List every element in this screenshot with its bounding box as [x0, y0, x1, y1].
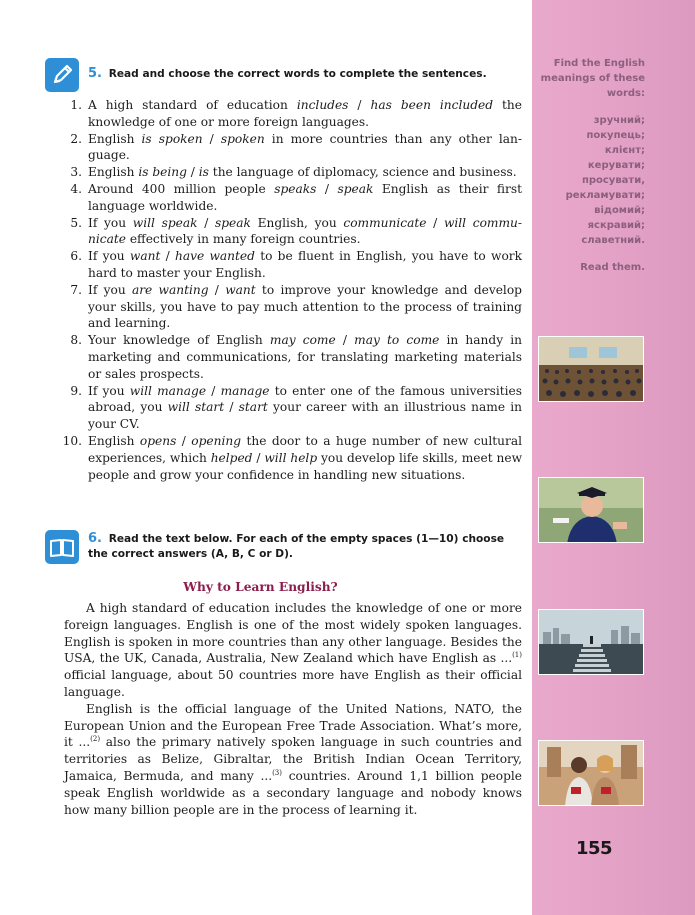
reading-paragraph — [64, 701, 522, 819]
text-fragment: / — [202, 131, 221, 146]
reading-title-text: Why to Learn English? — [183, 580, 338, 594]
text-fragment: you develop life skills, meet new people and grow your confidence in handling new situations. — [88, 450, 523, 482]
text-fragment: English as their first language worldwide. — [88, 181, 522, 213]
students-photo — [538, 740, 644, 806]
answer-option: speak — [215, 215, 251, 230]
task-5-heading — [88, 66, 522, 82]
answer-option: will speak — [132, 215, 198, 230]
text-fragment: / — [252, 450, 265, 465]
answer-option: have wanted — [175, 249, 255, 264]
answer-option: is being — [138, 165, 187, 180]
sentence-number: 10. — [62, 433, 82, 448]
vocabulary-word: славетний. — [581, 235, 645, 246]
text-fragment: A high standard of education includes the knowledge of one or more foreign languages. English is one of the most widely spoken languages. English is spoken in more countries than any other language. Besides the USA, the UK, Canada, Australia, New Zealand which have English as ... — [64, 601, 522, 666]
task-6-heading — [88, 531, 522, 562]
gap-number: (3) — [272, 768, 282, 777]
text-fragment: / — [224, 400, 239, 415]
sentence-number: 8. — [70, 333, 82, 348]
answer-option: are wanting — [131, 282, 209, 297]
text-fragment: If you — [88, 249, 130, 264]
text-fragment: If you — [88, 383, 130, 398]
text-fragment: the knowledge of one or more foreign languages. — [88, 98, 522, 129]
text-fragment: to improve your knowledge and develop your skills, you have to pay much attention to the process of training and learning. — [88, 282, 522, 331]
vocabulary-read-instruction: Read them. — [580, 262, 645, 273]
answer-option: will help — [264, 450, 318, 465]
text-fragment: the language of diplomacy, science and business. — [208, 165, 517, 180]
page-number: 155 — [576, 838, 613, 859]
text-fragment: English — [88, 165, 139, 180]
answer-option: want — [225, 282, 256, 297]
task-5-instruction: Read and choose the correct words to complete the sentences. — [108, 68, 487, 80]
answer-option: speaks — [274, 181, 317, 196]
answer-option: speak — [337, 181, 374, 196]
answer-option: may to come — [354, 333, 440, 348]
text-fragment: / — [160, 249, 175, 264]
answer-option: is — [198, 165, 209, 180]
text-fragment: in more countries than any other language. — [88, 131, 523, 163]
sentence-number: 3. — [70, 165, 82, 180]
text-fragment: A high standard of education — [88, 98, 297, 112]
text-fragment: / — [335, 333, 355, 348]
book-icon — [45, 530, 79, 564]
text-fragment: / — [348, 98, 371, 112]
answer-option: may come — [269, 333, 336, 348]
text-fragment: / — [206, 383, 221, 398]
text-fragment: / — [197, 215, 215, 230]
answer-option: manage — [220, 383, 270, 398]
gap-number: (1) — [512, 651, 522, 660]
text-fragment: countries. Around 1,1 billion people speak English worldwide as a secondary language and nobody knows how many billion people are in the process of learning it. — [64, 768, 522, 817]
answer-option: helped — [210, 450, 253, 465]
task-5-number: 5. — [88, 66, 102, 81]
answer-option: has been included — [370, 98, 494, 112]
vocabulary-word: відомий; — [594, 205, 645, 216]
text-fragment: official language, about 50 countries more have English as their official language. — [64, 668, 522, 699]
answer-option: includes — [296, 98, 349, 112]
answer-option: will communicate — [88, 215, 522, 247]
task-6-number: 6. — [88, 531, 102, 546]
answer-option: want — [129, 249, 161, 264]
vocabulary-word: клієнт; — [604, 145, 645, 156]
text-fragment: English — [88, 433, 140, 448]
answer-option: start — [238, 400, 268, 415]
text-fragment: Your knowledge of English — [88, 333, 270, 348]
vocabulary-word: зручний; — [593, 115, 645, 126]
sentence-item — [58, 215, 522, 249]
sentence-item — [58, 181, 522, 215]
vocabulary-word: керувати; — [587, 160, 645, 171]
task-6-instruction: Read the text below. For each of the empty spaces (1—10) choose the correct answers (A, B, C or D). — [88, 533, 505, 560]
answer-option: communicate — [343, 215, 427, 230]
sentence-number: 9. — [70, 383, 82, 398]
sentence-number: 2. — [70, 131, 82, 146]
answer-option: is spoken — [141, 131, 203, 146]
sentence-number: 5. — [70, 215, 82, 230]
text-fragment: effectively in many foreign countries. — [125, 232, 361, 247]
vocabulary-words — [525, 113, 645, 248]
text-fragment: Around 400 million people — [88, 181, 275, 196]
sentence-number: 4. — [70, 181, 82, 196]
text-fragment: to be fluent in English, you have to work hard to master your English. — [88, 249, 523, 280]
text-fragment: English is the official language of the United Nations, NATO, the European Union and the European Free Trade Association. What’s more, it ... — [64, 701, 522, 750]
task-5-sentence-list — [58, 97, 522, 483]
lecture-hall-photo — [538, 336, 644, 402]
answer-option: will manage — [129, 383, 207, 398]
sentence-number: 7. — [70, 282, 82, 297]
sentence-item — [58, 332, 522, 382]
text-fragment: / — [316, 181, 338, 196]
graduate-photo — [538, 477, 644, 543]
text-fragment: If you — [88, 282, 132, 297]
reading-title — [0, 580, 695, 594]
text-fragment: also the primary natively spoken language in such countries and territories as Belize, Gibraltar, the British Indian Ocean Territory, Jamaica, Bermuda, and many ... — [64, 735, 522, 783]
sentence-number: 1. — [70, 98, 82, 112]
vocabulary-prompt: Find the English meanings of these words: — [540, 58, 645, 99]
sentence-item — [58, 131, 522, 165]
vocabulary-word: яскравий; — [587, 220, 645, 231]
reading-text — [64, 600, 522, 818]
pencil-icon — [45, 58, 79, 92]
answer-option: will start — [167, 400, 225, 415]
answer-option: opening — [191, 433, 242, 448]
text-fragment: to enter one of the famous universities abroad, you — [88, 383, 522, 415]
text-fragment: / — [176, 433, 192, 448]
text-fragment: in handy in marketing and communications, for translating marketing materials or sales prospects. — [88, 333, 522, 381]
vocabulary-box — [525, 56, 645, 275]
text-fragment: the door to a huge number of new cultural experiences, which — [88, 433, 523, 465]
stairs-to-city-photo — [538, 609, 644, 675]
sentence-item — [58, 97, 522, 131]
sentence-item — [58, 282, 522, 332]
vocabulary-word: покупець; — [586, 130, 645, 141]
text-fragment: / — [208, 282, 226, 297]
text-fragment: English, you — [250, 215, 344, 230]
text-fragment: English — [88, 131, 142, 146]
text-fragment: your career with an illustrious name in your CV. — [88, 400, 522, 432]
answer-option: spoken — [220, 131, 265, 146]
sentence-number: 6. — [70, 249, 82, 264]
answer-option: opens — [139, 433, 177, 448]
text-fragment: / — [426, 215, 444, 230]
vocabulary-word: рекламувати; — [565, 190, 645, 201]
sentence-item — [58, 164, 522, 181]
sentence-item — [58, 433, 522, 483]
sentence-item — [58, 248, 522, 282]
gap-number: (2) — [90, 735, 101, 744]
text-fragment: If you — [88, 215, 133, 230]
sentence-item — [58, 383, 522, 433]
text-fragment: / — [186, 165, 199, 180]
vocabulary-word: просувати, — [581, 175, 645, 186]
reading-paragraph — [64, 600, 522, 701]
